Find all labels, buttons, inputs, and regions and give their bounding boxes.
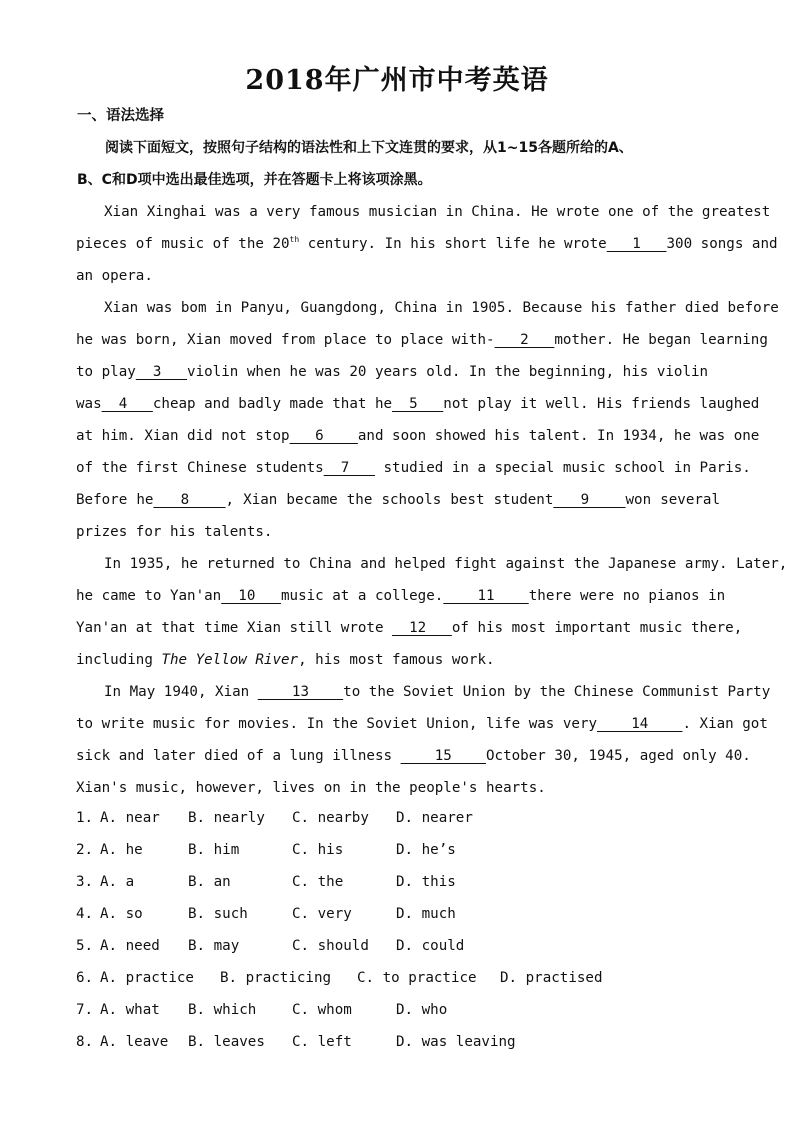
option-c[interactable]: C. whom xyxy=(292,1002,352,1018)
instruction-line: B、C和D项中选出最佳选项，并在答题卡上将该项涂黑。 xyxy=(77,172,432,188)
option-c[interactable]: C. should xyxy=(292,938,369,954)
section-heading: 一、语法选择 xyxy=(77,108,164,124)
instruction-line: 阅读下面短文，按照句子结构的语法性和上下文连贯的要求，从1~15各题所给的A、 xyxy=(105,140,633,156)
blank-15: 15 xyxy=(400,748,487,764)
passage-line: including The Yellow River, his most famous work. xyxy=(76,652,495,668)
passage-line: to play 3 violin when he was 20 years old. In the beginning, his violin xyxy=(76,364,709,380)
superscript-th: th xyxy=(289,235,300,244)
option-a[interactable]: A. so xyxy=(100,906,143,922)
option-b[interactable]: B. an xyxy=(188,874,231,890)
option-a[interactable]: A. near xyxy=(100,810,160,826)
blank-8: 8 xyxy=(153,492,226,508)
option-c[interactable]: C. very xyxy=(292,906,352,922)
option-a[interactable]: A. practice xyxy=(100,970,194,986)
work-title: The Yellow River xyxy=(161,652,299,668)
passage-line: was 4 cheap and badly made that he 5 not play it well. His friends laughed xyxy=(76,396,760,412)
blank-7: 7 xyxy=(323,460,375,476)
option-c[interactable]: C. to practice xyxy=(357,970,477,986)
option-c[interactable]: C. the xyxy=(292,874,344,890)
question-number: 7. xyxy=(76,1002,94,1018)
question-number: 3. xyxy=(76,874,94,890)
blank-9: 9 xyxy=(553,492,626,508)
option-a[interactable]: A. need xyxy=(100,938,160,954)
blank-14: 14 xyxy=(597,716,683,732)
passage-line: Yan'an at that time Xian still wrote 12 of his most important music there, xyxy=(76,620,743,636)
option-b[interactable]: B. such xyxy=(188,906,248,922)
passage-line: he came to Yan'an 10 music at a college. 11 there were no pianos in xyxy=(76,588,726,604)
option-c[interactable]: C. his xyxy=(292,842,344,858)
passage-line: he was born, Xian moved from place to place with- 2 mother. He began learning xyxy=(76,332,768,348)
option-d[interactable]: D. this xyxy=(396,874,456,890)
page-title: 2018年广州市中考英语 xyxy=(245,65,549,96)
question-number: 4. xyxy=(76,906,94,922)
option-d[interactable]: D. nearer xyxy=(396,810,473,826)
option-d[interactable]: D. much xyxy=(396,906,456,922)
option-c[interactable]: C. nearby xyxy=(292,810,369,826)
option-b[interactable]: B. him xyxy=(188,842,240,858)
option-b[interactable]: B. nearly xyxy=(188,810,265,826)
passage-line: sick and later died of a lung illness 15 October 30, 1945, aged only 40. xyxy=(76,748,751,764)
blank-3: 3 xyxy=(135,364,188,380)
passage-line: pieces of music of the 20th century. In his short life he wrote 1 300 songs and xyxy=(76,235,778,252)
passage-line: Xian was bom in Panyu, Guangdong, China in 1905. Because his father died before xyxy=(104,300,779,316)
passage-line: an opera. xyxy=(76,268,153,284)
question-number: 5. xyxy=(76,938,94,954)
blank-1: 1 xyxy=(606,236,667,252)
option-a[interactable]: A. he xyxy=(100,842,143,858)
blank-6: 6 xyxy=(289,428,358,444)
blank-13: 13 xyxy=(257,684,344,700)
option-b[interactable]: B. may xyxy=(188,938,240,954)
option-d[interactable]: D. practised xyxy=(500,970,603,986)
blank-11: 11 xyxy=(443,588,529,604)
option-b[interactable]: B. which xyxy=(188,1002,257,1018)
passage-line: In May 1940, Xian 13 to the Soviet Union by the Chinese Communist Party xyxy=(104,684,771,700)
option-d[interactable]: D. who xyxy=(396,1002,448,1018)
blank-5: 5 xyxy=(392,396,444,412)
question-number: 2. xyxy=(76,842,94,858)
option-c[interactable]: C. left xyxy=(292,1034,352,1050)
passage-line: of the first Chinese students 7 studied in a special music school in Paris. xyxy=(76,460,751,476)
blank-12: 12 xyxy=(392,620,452,636)
question-number: 8. xyxy=(76,1034,94,1050)
passage-line: prizes for his talents. xyxy=(76,524,273,540)
blank-10: 10 xyxy=(221,588,282,604)
passage-line: In 1935, he returned to China and helped fight against the Japanese army. Later, xyxy=(104,556,788,572)
option-d[interactable]: D. was leaving xyxy=(396,1034,516,1050)
passage-line: Xian Xinghai was a very famous musician in China. He wrote one of the greatest xyxy=(104,204,771,220)
option-d[interactable]: D. could xyxy=(396,938,465,954)
option-a[interactable]: A. what xyxy=(100,1002,160,1018)
passage-line: Before he 8 , Xian became the schools best student 9 won several xyxy=(76,492,720,508)
option-b[interactable]: B. leaves xyxy=(188,1034,265,1050)
passage-line: Xian's music, however, lives on in the people's hearts. xyxy=(76,780,546,796)
option-a[interactable]: A. a xyxy=(100,874,135,890)
passage-line: to write music for movies. In the Soviet Union, life was very 14 . Xian got xyxy=(76,716,768,732)
option-b[interactable]: B. practicing xyxy=(220,970,332,986)
blank-4: 4 xyxy=(101,396,153,412)
option-d[interactable]: D. he’s xyxy=(396,842,456,858)
question-number: 6. xyxy=(76,970,94,986)
option-a[interactable]: A. leave xyxy=(100,1034,169,1050)
blank-2: 2 xyxy=(494,332,555,348)
passage-line: at him. Xian did not stop 6 and soon showed his talent. In 1934, he was one xyxy=(76,428,760,444)
question-number: 1. xyxy=(76,810,94,826)
